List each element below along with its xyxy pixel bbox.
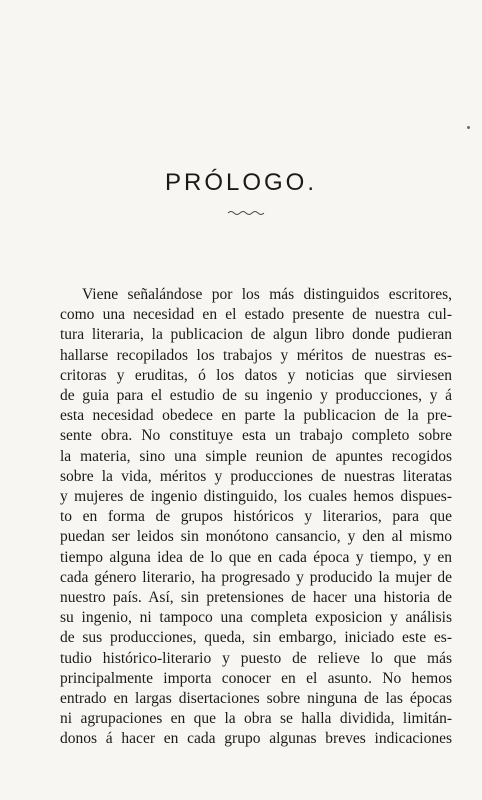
chapter-title: PRÓLOGO. [164, 169, 318, 196]
text-line: esta necesidad obedece en parte la publicacion de la pre- [60, 407, 452, 425]
text-line: tiempo alguna idea de lo que en cada época y tiempo, y en [60, 548, 452, 566]
text-line: principalmente importa conocer en el asunto. No hemos [60, 669, 452, 687]
text-line: puedan ser leidos sin monótono cansancio, y den al mismo [60, 528, 452, 546]
prologue-text [60, 285, 452, 750]
text-line: critoras y eruditas, ó los datos y noticias que sirviesen [60, 366, 452, 384]
text-line: tura literaria, la publicacion de algun libro donde pudieran [60, 326, 452, 344]
text-line: la materia, sino una simple reunion de apuntes recogidos [60, 447, 452, 465]
text-line: to en forma de grupos históricos y literarios, para que [60, 508, 452, 526]
ornament-divider [226, 209, 266, 217]
text-line: sobre la vida, méritos y producciones de nuestras literatas [60, 467, 452, 485]
text-line: hallarse recopilados los trabajos y méritos de nuestras es- [60, 346, 452, 364]
text-line: entrado en largas disertaciones sobre ninguna de las épocas [60, 690, 452, 708]
text-line: sente obra. No constituye esta un trabajo completo sobre [60, 427, 452, 445]
text-line: tudio histórico-literario y puesto de relieve lo que más [60, 649, 452, 667]
text-line: ni agrupaciones en que la obra se halla dividida, limitán- [60, 710, 452, 728]
text-line: y mujeres de ingenio distinguido, los cuales hemos dispues- [60, 488, 452, 506]
text-line: nuestro país. Así, sin pretensiones de hacer una historia de [60, 589, 452, 607]
text-line: de sus producciones, queda, sin embargo, iniciado este es- [60, 629, 452, 647]
text-line: cada género literario, ha progresado y producido la mujer de [60, 568, 452, 586]
text-line: su ingenio, ni tampoco una completa exposicion y análisis [60, 609, 452, 627]
text-line: donos á hacer en cada grupo algunas breves indicaciones [60, 730, 452, 748]
text-line: de guia para el estudio de su ingenio y producciones, y á [60, 387, 452, 405]
page-speck [467, 126, 470, 129]
text-line: como una necesidad en el estado presente de nuestra cul- [60, 306, 452, 324]
text-line: Viene señalándose por los más distinguidos escritores, [82, 286, 452, 303]
